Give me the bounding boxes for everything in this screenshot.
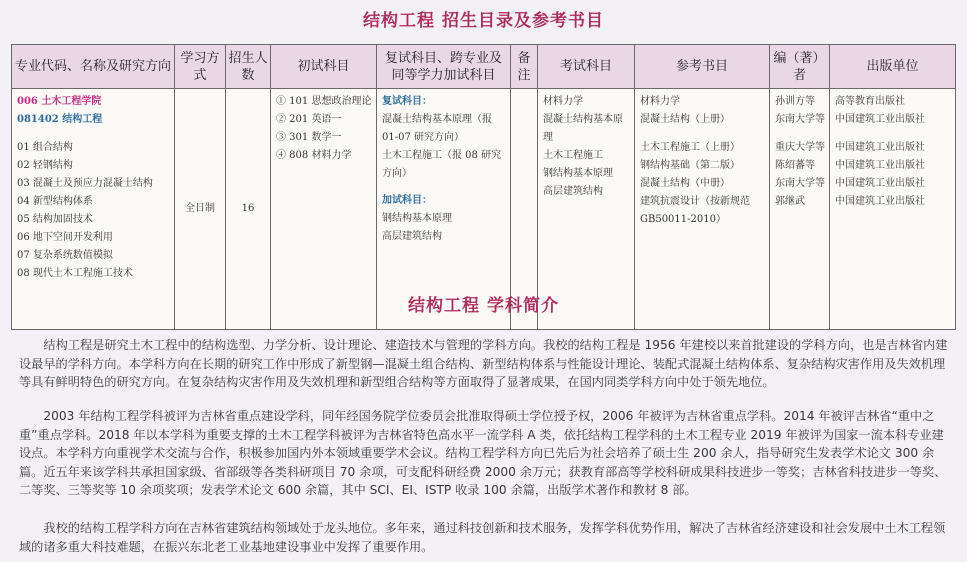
book-item: 混凝土结构（上册）	[640, 114, 730, 125]
exam-subject: 高层建筑结构	[543, 186, 603, 197]
book-item: 建筑抗震设计（按新规范 GB50011-2010）	[640, 196, 750, 225]
direction-item: 06 地下空间开发利用	[17, 232, 113, 243]
admission-table	[11, 44, 956, 330]
header-remark: 备注	[511, 45, 538, 89]
intro-paragraph-2: 2003 年结构工程学科被评为吉林省重点建设学科，同年经国务院学位委员会批准取得硕士学位授予权，2006 年被评为吉林省重点学科。2014 年被评吉林省“重中之重”重点学科。2018 年以本学科为重要支撑的土木工程学科被评为吉林省特色高水平一流学科 A 类，依托结构工程学科的土木工程专业 2019 年被评为国家一流本科专业建设点。本学科方向重视学术交流与合作，积极参加国内外本领域重要学术会议。结构工程学科方向已先后为社会培养了硕士生 200 余人，指导研究生发表学术论文 300 余篇。近五年来该学科共承担国家级、省部级等各类科研项目 70 余项，可支配科研经费 2000 余万元；获教育部高等学校科研成果科技进步一等奖；吉林省科技进步一等奖、二等奖、三等奖等 10 余项奖项；发表学术论文 600 余篇，其中 SCI、EI、ISTP 收录 100 余篇，出版学术著作和教材 8 部。	[19, 409, 947, 497]
author-item: 重庆大学等	[775, 142, 825, 153]
header-authors: 编（著）者	[770, 45, 830, 89]
direction-item: 08 现代土木工程施工技术	[17, 268, 133, 279]
initial-subject: ③ 301 数学一	[276, 132, 342, 143]
extra-label: 加试科目：	[382, 195, 432, 206]
direction-item: 05 结构加固技术	[17, 214, 93, 225]
publisher-item: 中国建筑工业出版社	[835, 114, 925, 125]
mode-cell: 全日制	[175, 89, 226, 330]
exam-subject: 土木工程施工	[543, 150, 603, 161]
book-item: 钢结构基础（第二版）	[640, 160, 740, 171]
book-item: 材料力学	[640, 96, 680, 107]
direction-item: 01 组合结构	[17, 142, 73, 153]
table-header-row	[12, 45, 956, 89]
direction-item: 07 复杂系统数值模拟	[17, 250, 113, 261]
publisher-item: 中国建筑工业出版社	[835, 142, 925, 153]
intro-title: 结构工程 学科简介	[408, 296, 559, 316]
publisher-item: 中国建筑工业出版社	[835, 160, 925, 171]
initial-subject: ④ 808 材料力学	[276, 150, 352, 161]
publisher-item: 中国建筑工业出版社	[835, 196, 925, 207]
extra-item: 钢结构基本原理	[382, 213, 452, 224]
header-exam: 考试科目	[538, 45, 635, 89]
author-item: 孙训方等	[775, 96, 815, 107]
retest-item: 土木工程施工（报 08 研究方向）	[382, 150, 502, 179]
intro-paragraph-1: 结构工程是研究土木工程中的结构选型、力学分析、设计理论、建造技术与管理的学科方向。我校的结构工程是 1956 年建校以来首批建设的学科方向，也是吉林省内建设最早的学科方向。本学科方向在长期的研究工作中形成了新型钢—混凝土组合结构、新型结构体系与性能设计理论、装配式混凝土结构体系、复杂结构灾害作用及失效机理等具有鲜明特色的研究方向。在复杂结构灾害作用及失效机理和新型组合结构等方面取得了显著成果，在国内同类学科方向中处于领先地位。	[19, 338, 948, 389]
book-item: 混凝土结构（中册）	[640, 178, 730, 189]
direction-item: 02 轻钢结构	[17, 160, 73, 171]
exam-subject: 混凝土结构基本原理	[543, 114, 623, 143]
direction-item: 04 新型结构体系	[17, 196, 93, 207]
retest-item: 混凝土结构基本原理（报 01-07 研究方向）	[382, 114, 492, 143]
college-label: 006 土木工程学院	[17, 96, 102, 107]
exam-subject: 材料力学	[543, 96, 583, 107]
author-item: 东南大学等	[775, 114, 825, 125]
major-label: 081402 结构工程	[17, 114, 103, 125]
header-quota: 招生人数	[226, 45, 271, 89]
header-major: 专业代码、名称及研究方向	[12, 45, 175, 89]
retest-label: 复试科目：	[382, 96, 432, 107]
publisher-item: 高等教育出版社	[835, 96, 905, 107]
exam-subject: 钢结构基本原理	[543, 168, 613, 179]
catalog-title: 结构工程 招生目录及参考书目	[363, 11, 604, 31]
extra-item: 高层建筑结构	[382, 231, 442, 242]
initial-subject: ② 201 英语一	[276, 114, 342, 125]
header-publishers: 出版单位	[830, 45, 956, 89]
author-item: 东南大学等	[775, 178, 825, 189]
header-books: 参考书目	[635, 45, 770, 89]
intro-paragraph-3: 我校的结构工程学科方向在吉林省建筑结构领域处于龙头地位。多年来，通过科技创新和技术服务，发挥学科优势作用，解决了吉林省经济建设和社会发展中土木工程领域的诸多重大科技难题，在振兴东北老工业基地建设事业中发挥了重要作用。	[19, 521, 946, 554]
header-initial: 初试科目	[271, 45, 377, 89]
initial-subject: ① 101 思想政治理论	[276, 96, 372, 107]
publisher-item: 中国建筑工业出版社	[835, 178, 925, 189]
author-item: 郭继武	[775, 196, 805, 207]
book-item: 土木工程施工（上册）	[640, 142, 740, 153]
quota-cell: 16	[226, 89, 271, 330]
header-mode: 学习方式	[175, 45, 226, 89]
direction-item: 03 混凝土及预应力混凝土结构	[17, 178, 153, 189]
author-item: 陈绍蕃等	[775, 160, 815, 171]
header-retest: 复试科目、跨专业及同等学力加试科目	[377, 45, 511, 89]
